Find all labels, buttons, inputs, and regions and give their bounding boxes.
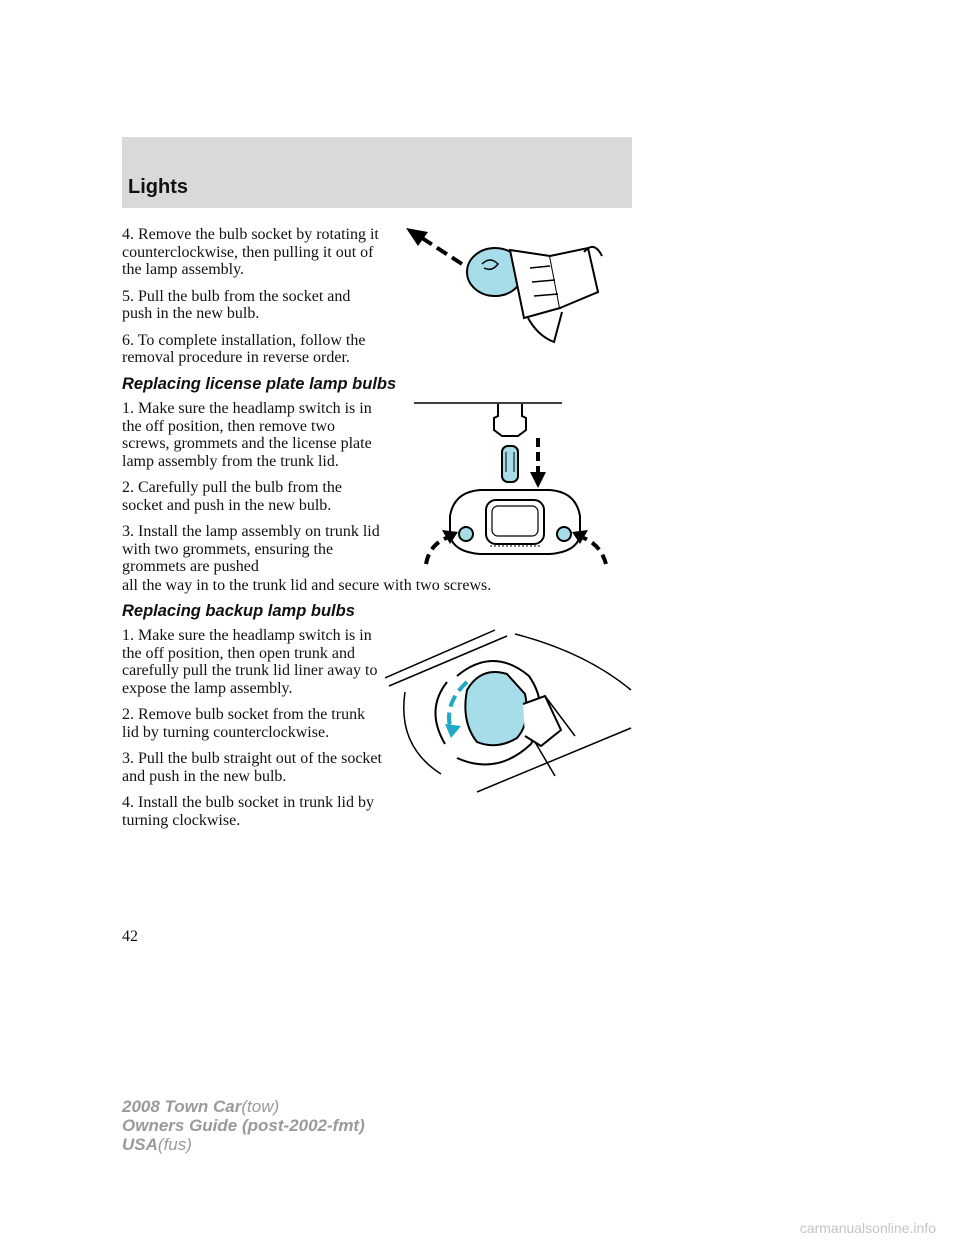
license-plate-steps [122, 400, 384, 576]
step-4-text: 4. Remove the bulb socket by rotating it counterclockwise, then pulling it out of the lamp assembly. [122, 226, 379, 278]
footer-region-line [122, 1135, 365, 1154]
license-step-1-text: 1. Make sure the headlamp switch is in the off position, then remove two screws, grommets and the license plate lamp assembly from the trunk lid. [122, 400, 372, 470]
bulb-socket-illustration [400, 222, 622, 372]
section-title: Lights [128, 176, 188, 198]
bulb-steps [122, 226, 384, 367]
license-step-3-text: 3. Install the lamp assembly on trunk lid with two grommets, ensuring the grommets are pushed [122, 523, 380, 575]
step-5-text: 5. Pull the bulb from the socket and push in the new bulb. [122, 287, 351, 322]
backup-lamp-heading: Replacing backup lamp bulbs [122, 602, 355, 620]
license-plate-heading: Replacing license plate lamp bulbs [122, 375, 397, 393]
license-step-2-text: 2. Carefully pull the bulb from the socket and push in the new bulb. [122, 479, 342, 514]
backup-step-4-text: 4. Install the bulb socket in trunk lid by turning clockwise. [122, 794, 374, 829]
footer-region-code: (fus) [157, 1135, 192, 1154]
watermark: carmanualsonline.info [799, 1220, 936, 1236]
header-band [122, 137, 632, 208]
backup-step-3-text: 3. Pull the bulb straight out of the socket and push in the new bulb. [122, 750, 382, 785]
backup-lamp-steps [122, 627, 384, 829]
backup-lamp-illustration [385, 626, 635, 796]
backup-step-2-text: 2. Remove bulb socket from the trunk lid by turning counterclockwise. [122, 706, 366, 741]
footer-region: USA [122, 1135, 158, 1154]
backup-step-1-text: 1. Make sure the headlamp switch is in the off position, then open trunk and carefully pull the trunk lid liner away to expose the lamp assembly. [122, 627, 378, 697]
footer [122, 1097, 365, 1154]
footer-model-line [122, 1097, 365, 1116]
step-6-text: 6. To complete installation, follow the removal procedure in reverse order. [122, 331, 366, 366]
footer-model-code: (tow) [241, 1097, 280, 1116]
footer-guide: Owners Guide (post-2002-fmt) [122, 1116, 365, 1135]
license-plate-lamp-illustration [410, 396, 620, 572]
footer-model: 2008 Town Car [122, 1097, 242, 1116]
license-step-3-continued: all the way in to the trunk lid and secure with two screws. [122, 577, 492, 594]
page-number: 42 [122, 928, 138, 945]
